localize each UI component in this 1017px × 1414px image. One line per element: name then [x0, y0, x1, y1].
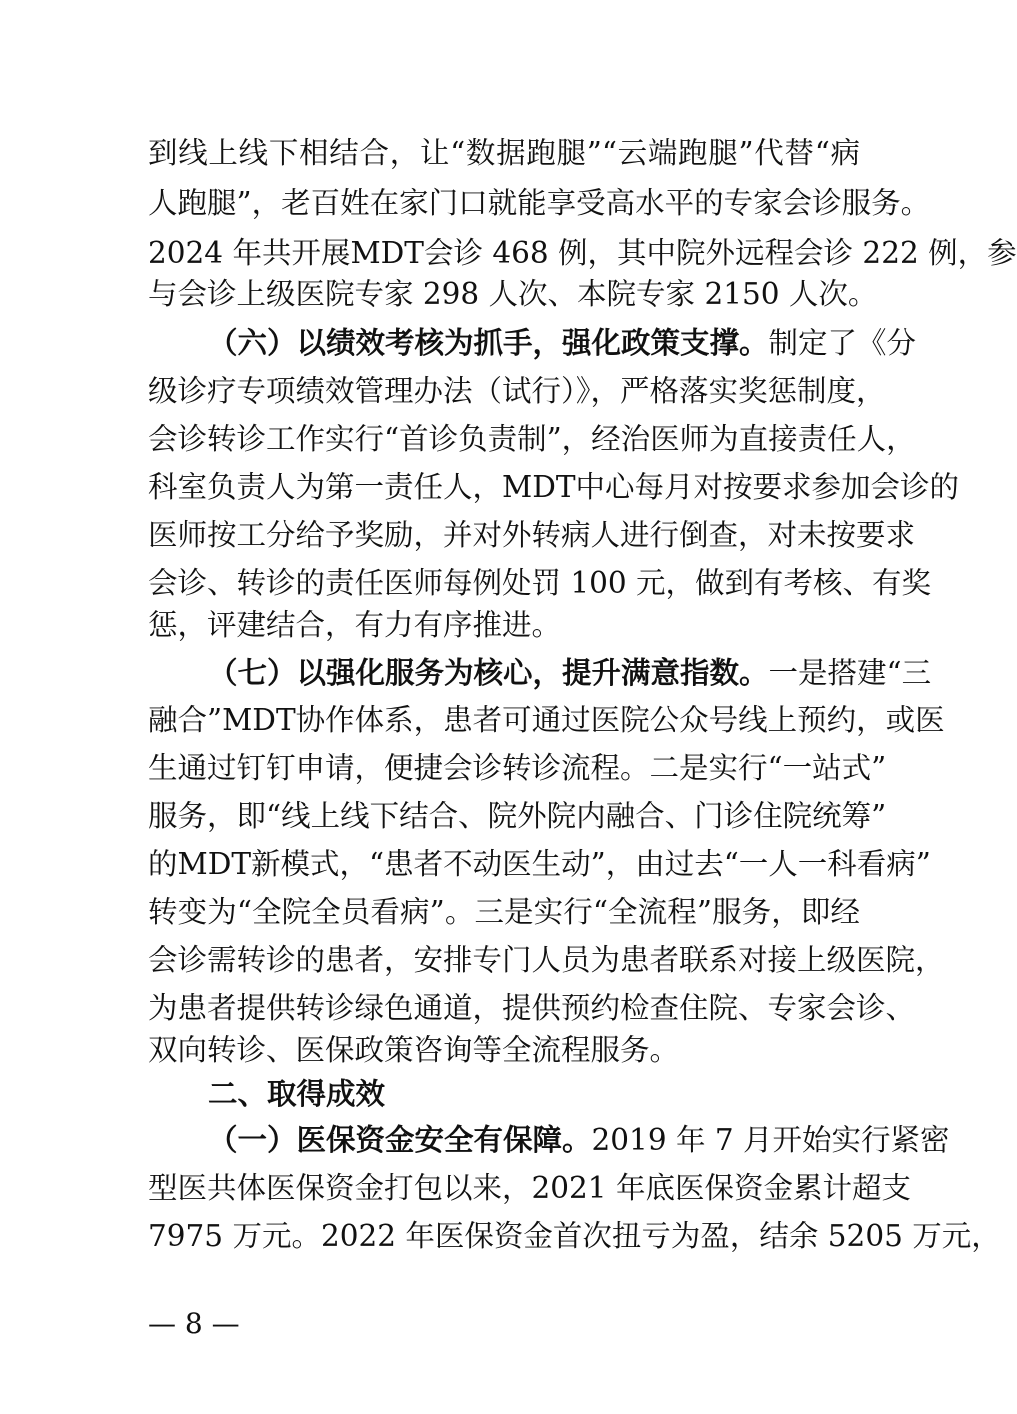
page-number: — 8 —: [148, 1307, 240, 1340]
body-line-9: [148, 515, 916, 555]
section-heading-6: [208, 323, 917, 363]
line-text: 会诊转诊工作实行“首诊负责制”，经治医师为直接责任人，: [148, 422, 916, 456]
line-text: 制定了《分: [768, 326, 917, 360]
line-text: 科室负责人为第一责任人，MDT中心每月对按要求参加会诊的: [148, 470, 960, 504]
line-text: 人跑腿”，老百姓在家门口就能享受高水平的专家会诊服务。: [148, 186, 931, 220]
body-line-23: [148, 1168, 911, 1208]
line-text: 一是搭建“三: [768, 656, 932, 690]
body-line-16: [148, 844, 931, 884]
body-line-4: [148, 274, 878, 314]
line-text: 服务，即“线上线下结合、院外院内融合、门诊住院统筹”: [148, 799, 887, 833]
chapter-heading-bold: 二、取得成效: [208, 1076, 386, 1111]
line-text: 为患者提供转诊绿色通道，提供预约检查住院、专家会诊、: [148, 991, 916, 1025]
line-text: 与会诊上级医院专家 298 人次、本院专家 2150 人次。: [148, 277, 878, 311]
subsection-heading-1: [208, 1120, 950, 1160]
line-text: 2024 年共开展MDT会诊 468 例，其中院外远程会诊 222 例，参: [148, 236, 1017, 270]
body-line-11: [148, 605, 860, 645]
body-line-6: [148, 371, 886, 411]
body-line-24: [148, 1216, 1001, 1256]
body-line-10: [148, 563, 932, 603]
line-text: 惩，评建结合，有力有序推进。: [148, 608, 562, 642]
line-text: 会诊需转诊的患者，安排专门人员为患者联系对接上级医院，: [148, 943, 945, 977]
body-line-20: [148, 1030, 860, 1070]
body-line-8: [148, 467, 960, 507]
body-line-2: [148, 183, 931, 223]
line-text: 会诊、转诊的责任医师每例处罚 100 元，做到有考核、有奖: [148, 566, 932, 600]
body-line-1: [148, 133, 860, 173]
line-text: 生通过钉钉申请，便捷会诊转诊流程。二是实行“一站式”: [148, 751, 887, 785]
body-line-13: [148, 700, 945, 740]
line-text: 转变为“全院全员看病”。三是实行“全流程”服务，即经: [148, 895, 860, 929]
subsection-heading-bold: （一）医保资金安全有保障。: [208, 1122, 592, 1157]
line-text: 到线上线下相结合，让“数据跑腿”“云端跑腿”代替“病: [148, 136, 860, 170]
line-text: 7975 万元。2022 年医保资金首次扭亏为盈，结余 5205 万元，: [148, 1219, 1001, 1253]
line-text: 级诊疗专项绩效管理办法（试行）》，严格落实奖惩制度，: [148, 374, 886, 408]
line-text: 型医共体医保资金打包以来，2021 年底医保资金累计超支: [148, 1171, 911, 1205]
section-heading-bold: （七）以强化服务为核心，提升满意指数。: [208, 655, 769, 690]
body-line-19: [148, 988, 916, 1028]
line-text: 2019 年 7 月开始实行紧密: [591, 1123, 950, 1157]
chapter-heading-2: [208, 1074, 860, 1114]
body-line-3: [148, 233, 1017, 273]
line-text: 医师按工分给予奖励，并对外转病人进行倒查，对未按要求: [148, 518, 916, 552]
line-text: 双向转诊、医保政策咨询等全流程服务。: [148, 1033, 680, 1067]
body-line-14: [148, 748, 887, 788]
line-text: 的MDT新模式，“患者不动医生动”，由过去“一人一科看病”: [148, 847, 931, 881]
section-heading-7: [208, 653, 932, 693]
line-text: 融合”MDT协作体系，患者可通过医院公众号线上预约，或医: [148, 703, 945, 737]
section-heading-bold: （六）以绩效考核为抓手，强化政策支撑。: [208, 325, 769, 360]
body-line-15: [148, 796, 887, 836]
body-line-18: [148, 940, 945, 980]
body-line-7: [148, 419, 916, 459]
body-line-17: [148, 892, 860, 932]
